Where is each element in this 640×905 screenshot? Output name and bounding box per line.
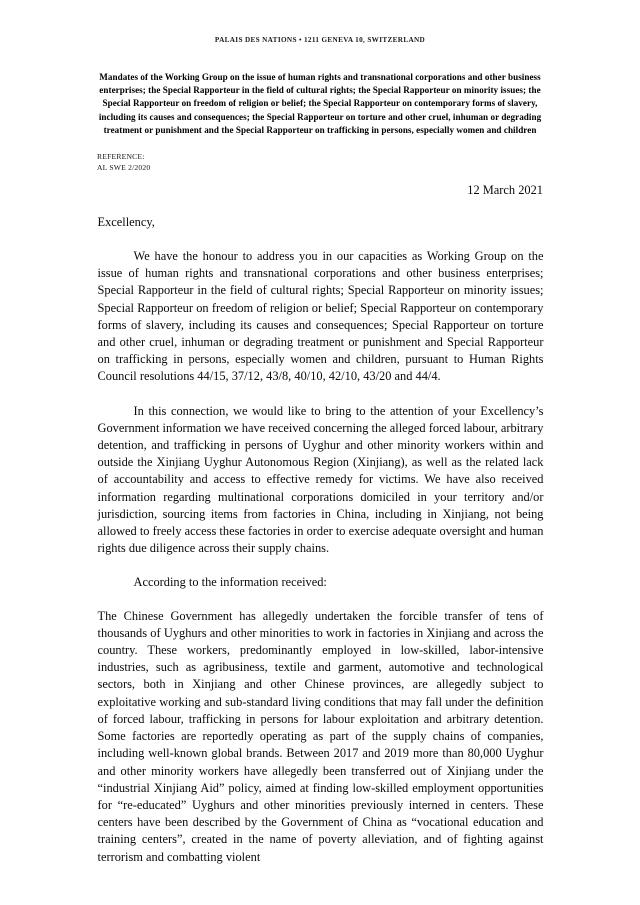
mandate-title-block: Mandates of the Working Group on the issue of human rights and transnational corporations and other business enterprises; the Special Rapporteur in the field of cultural rights; the Special Rapporteur on minority issues; the Special Rapporteur on freedom of religion or belief; the Special Rapporteur on contemporary forms of slavery, including its causes and consequences; the Special Rapporteur on torture and other cruel, inhuman or degrading treatment or punishment and the Special Rapporteur on trafficking in persons, especially women and children — [98, 72, 542, 135]
letter-body — [97, 214, 544, 866]
letterhead-address: PALAIS DES NATIONS • 1211 GENEVA 10, SWITZERLAND — [214, 36, 426, 44]
paragraph-allegations-summary: In this connection, we would like to bring to the attention of your Excellency’s Government information we have received concerning the alleged forced labour, arbitrary detention, and trafficking in persons of Uyghur and other minority workers within and outside the Xinjiang Uyghur Autonomous Region (Xinjiang), as well as the related lack of accountability and access to effective remedy for victims. We have also received information regarding multinational corporations domiciled in your territory and/or jurisdiction, sourcing items from factories in China, including in Xinjiang, not being allowed to freely access these factories in order to exercise adequate oversight and human rights due diligence across their supply chains. — [97, 403, 544, 556]
salutation: Excellency, — [97, 215, 155, 230]
reference-block — [97, 152, 150, 173]
paragraph-forcible-transfer-account: The Chinese Government has allegedly undertaken the forcible transfer of tens of thousands of Uyghurs and other minorities to work in factories in Xinjiang and across the country. These workers, predominantly employed in low-skilled, labor-intensive industries, such as agribusiness, textile and garment, automotive and technological sectors, both in Xinjiang and other Chinese provinces, are allegedly subject to exploitative working and sub-standard living conditions that may fall under the definition of forced labour, trafficking in persons for labour exploitation and arbitrary detention. Some factories are reportedly operating as part of the supply chains of companies, including well-known global brands. Between 2017 and 2019 more than 80,000 Uyghur and other minority workers have allegedly been transferred out of Xinjiang under the “industrial Xinjiang Aid” policy, aimed at finding low-skilled employment opportunities for “re-educated” Uyghurs and other minorities previously interned in centers. These centers have been described by the Government of China as “vocational education and training centers”, created in the name of poverty alleviation, and of fighting against terrorism and combatting violent — [97, 608, 544, 864]
letter-date: 12 March 2021 — [467, 183, 543, 198]
reference-code: AL SWE 2/2020 — [97, 162, 151, 172]
paragraph-capacities: We have the honour to address you in our capacities as Working Group on the issue of human rights and transnational corporations and other business enterprises; Special Rapporteur in the field of cultural rights; Special Rapporteur on minority issues; Special Rapporteur on freedom of religion or belief; Special Rapporteur on contemporary forms of slavery, including its causes and consequences; Special Rapporteur on torture and other cruel, inhuman or degrading treatment or punishment and Special Rapporteur on trafficking in persons, especially women and children, pursuant to Human Rights Council resolutions 44/15, 37/12, 43/8, 40/10, 42/10, 43/20 and 44/4. — [97, 249, 544, 384]
reference-label: REFERENCE: — [97, 152, 145, 162]
reference-date-band — [0, 152, 640, 210]
paragraph-information-received-lead: According to the information received: — [133, 575, 327, 590]
